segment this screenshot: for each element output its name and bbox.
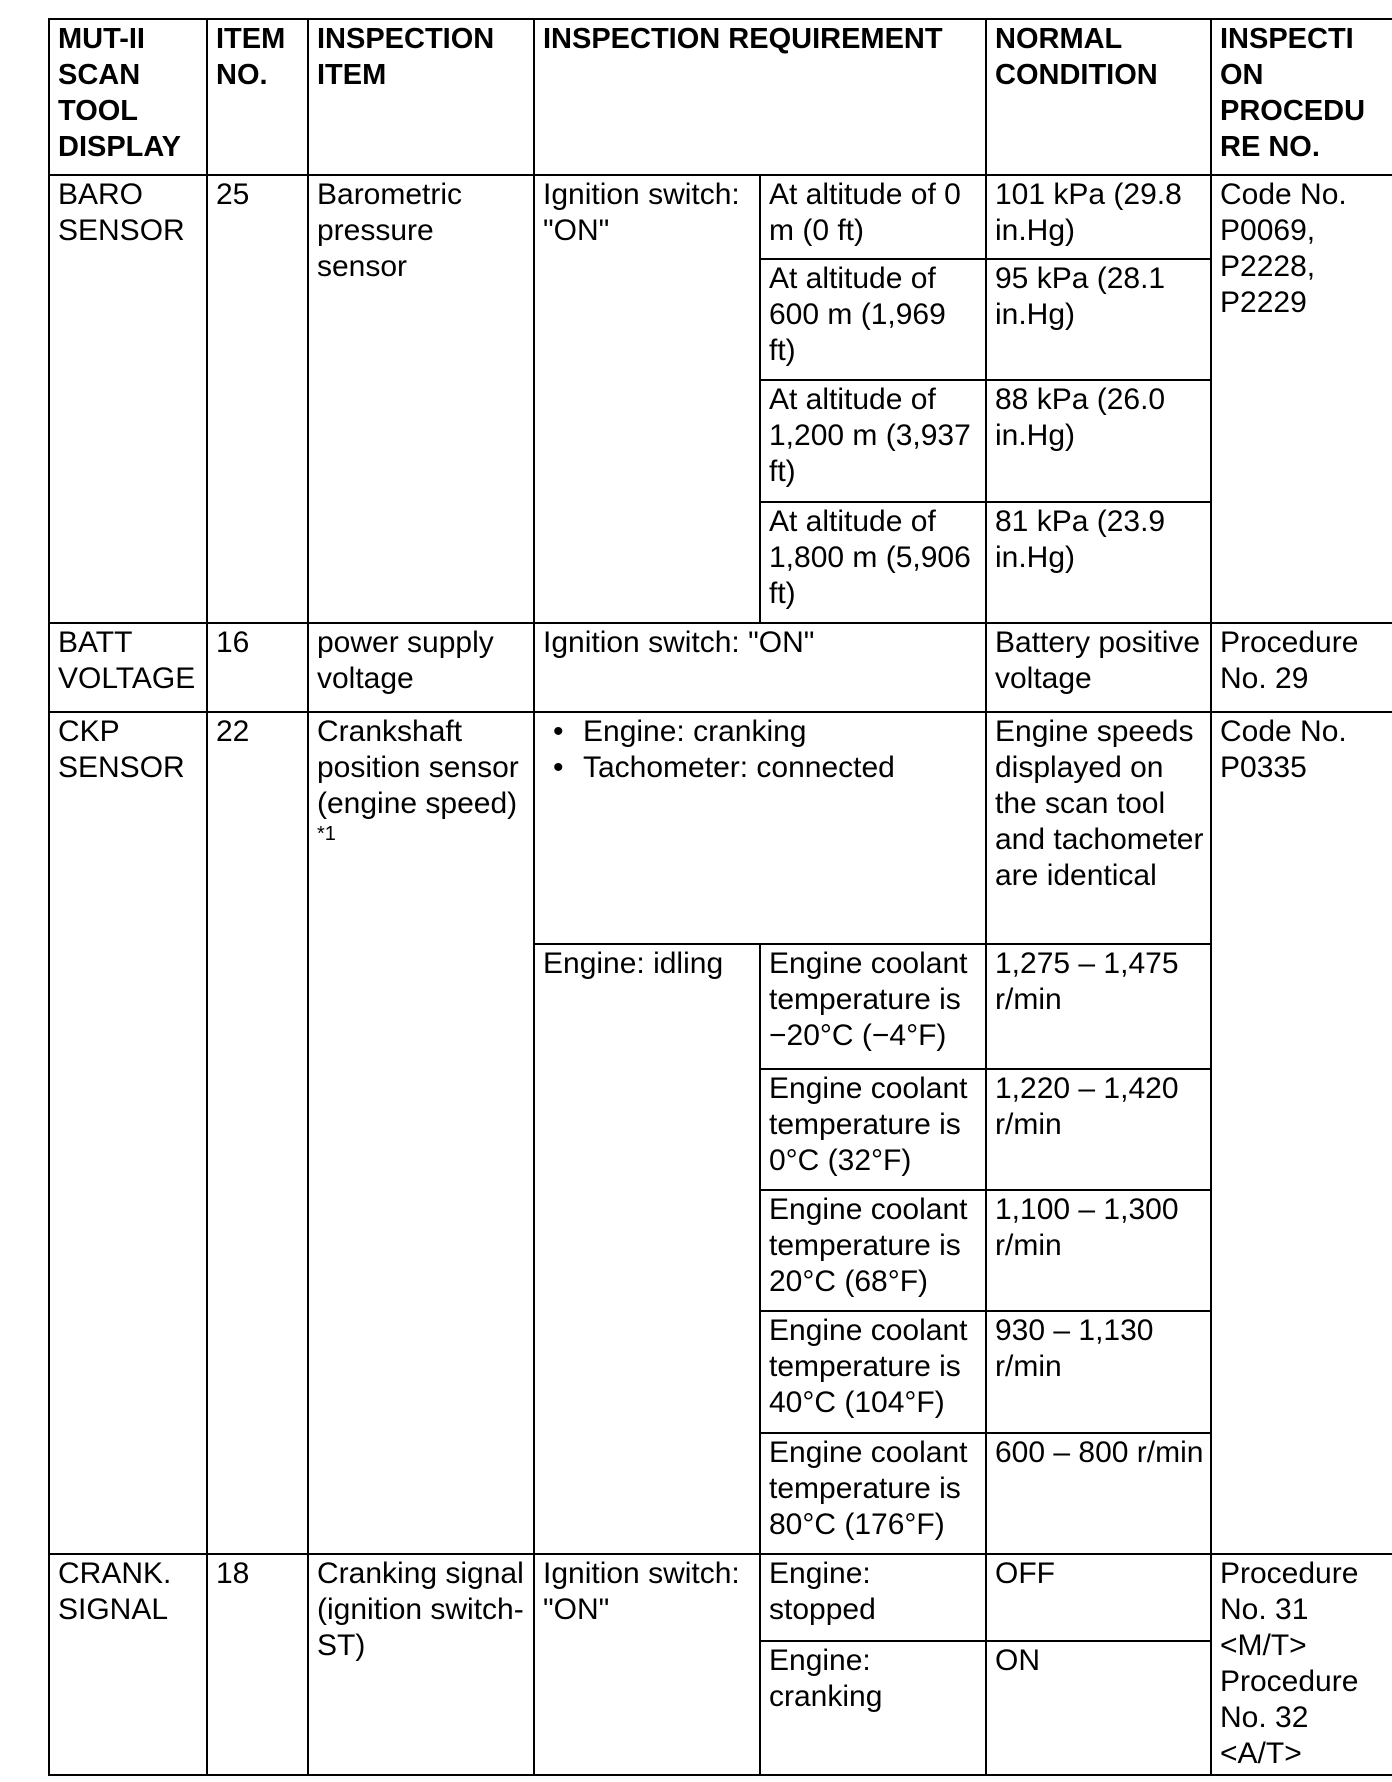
ckp-item: Crankshaft position sensor (engine speed)	[317, 714, 519, 820]
ckp-item-note: *1	[317, 822, 336, 845]
ckp-normal: 1,275 – 1,475 r/min	[986, 944, 1211, 1069]
baro-normal: 101 kPa (29.8 in.Hg)	[986, 175, 1211, 260]
batt-normal: Battery positive voltage	[986, 623, 1211, 712]
batt-requirement: Ignition switch: "ON"	[534, 623, 986, 712]
ckp-normal: 930 – 1,130 r/min	[986, 1311, 1211, 1432]
baro-condition: At altitude of 600 m (1,969 ft)	[760, 259, 986, 380]
ckp-idle-requirement: Engine: idling	[534, 944, 760, 1554]
baro-normal: 81 kPa (23.9 in.Hg)	[986, 502, 1211, 623]
list-item: • Tachometer: connected	[543, 750, 979, 786]
ckp-item-cell	[308, 712, 534, 1554]
crank-requirement: Ignition switch: "ON"	[534, 1554, 760, 1775]
ckp-procedure: Code No. P0335	[1211, 712, 1392, 1554]
table-row	[49, 175, 1392, 260]
ckp-condition: Engine coolant temperature is 80°C (176°F)	[760, 1433, 986, 1554]
header-inspection-item: INSPECTION ITEM	[308, 19, 534, 175]
ckp-normal: 1,100 – 1,300 r/min	[986, 1190, 1211, 1311]
header-display: MUT-II SCAN TOOL DISPLAY	[49, 19, 207, 175]
table-row	[49, 712, 1392, 944]
baro-normal: 88 kPa (26.0 in.Hg)	[986, 380, 1211, 501]
crank-procedure-1-note: <M/T>	[1220, 1628, 1307, 1662]
ckp-normal: 1,220 – 1,420 r/min	[986, 1069, 1211, 1190]
ckp-condition: Engine coolant temperature is 0°C (32°F)	[760, 1069, 986, 1190]
ckp-condition: Engine coolant temperature is 20°C (68°F)	[760, 1190, 986, 1311]
crank-item: Cranking signal (ignition switch-ST)	[308, 1554, 534, 1775]
ckp-condition: Engine coolant temperature is 40°C (104°F)	[760, 1311, 986, 1432]
batt-item: power supply voltage	[308, 623, 534, 712]
crank-item-no: 18	[207, 1554, 308, 1775]
header-normal-condition: NORMAL CONDITION	[986, 19, 1211, 175]
bullet-list	[543, 714, 979, 786]
crank-normal: OFF	[986, 1554, 1211, 1642]
baro-requirement: Ignition switch: "ON"	[534, 175, 760, 623]
table-row	[49, 1554, 1392, 1642]
ckp-bullet-normal: Engine speeds displayed on the scan tool and tachometer are identical	[986, 712, 1211, 944]
baro-procedure: Code No. P0069, P2228, P2229	[1211, 175, 1392, 623]
crank-procedure-2-note: <A/T>	[1220, 1736, 1302, 1770]
batt-display: BATT VOLTAGE	[49, 623, 207, 712]
baro-item-no: 25	[207, 175, 308, 623]
inspection-table	[48, 18, 1392, 1776]
baro-display: BARO SENSOR	[49, 175, 207, 623]
baro-item: Barometric pressure sensor	[308, 175, 534, 623]
crank-display: CRANK. SIGNAL	[49, 1554, 207, 1775]
header-item-no: ITEM NO.	[207, 19, 308, 175]
batt-procedure: Procedure No. 29	[1211, 623, 1392, 712]
ckp-condition: Engine coolant temperature is −20°C (−4°F)	[760, 944, 986, 1069]
ckp-bullet-requirement	[534, 712, 986, 944]
crank-procedure-1: Procedure No. 31	[1220, 1556, 1359, 1626]
baro-normal: 95 kPa (28.1 in.Hg)	[986, 259, 1211, 380]
crank-procedure-2: Procedure No. 32	[1220, 1664, 1359, 1734]
baro-condition: At altitude of 0 m (0 ft)	[760, 175, 986, 260]
header-row	[49, 19, 1392, 175]
crank-procedure	[1211, 1554, 1392, 1775]
table-row	[49, 623, 1392, 712]
crank-condition: Engine: stopped	[760, 1554, 986, 1642]
baro-condition: At altitude of 1,200 m (3,937 ft)	[760, 380, 986, 501]
batt-item-no: 16	[207, 623, 308, 712]
ckp-item-no: 22	[207, 712, 308, 1554]
crank-condition: Engine: cranking	[760, 1641, 986, 1775]
header-procedure-no: INSPECTI ON PROCEDU RE NO.	[1211, 19, 1392, 175]
list-item: • Engine: cranking	[543, 714, 979, 750]
ckp-display: CKP SENSOR	[49, 712, 207, 1554]
header-inspection-requirement: INSPECTION REQUIREMENT	[534, 19, 986, 175]
crank-normal: ON	[986, 1641, 1211, 1775]
ckp-normal: 600 – 800 r/min	[986, 1433, 1211, 1554]
baro-condition: At altitude of 1,800 m (5,906 ft)	[760, 502, 986, 623]
